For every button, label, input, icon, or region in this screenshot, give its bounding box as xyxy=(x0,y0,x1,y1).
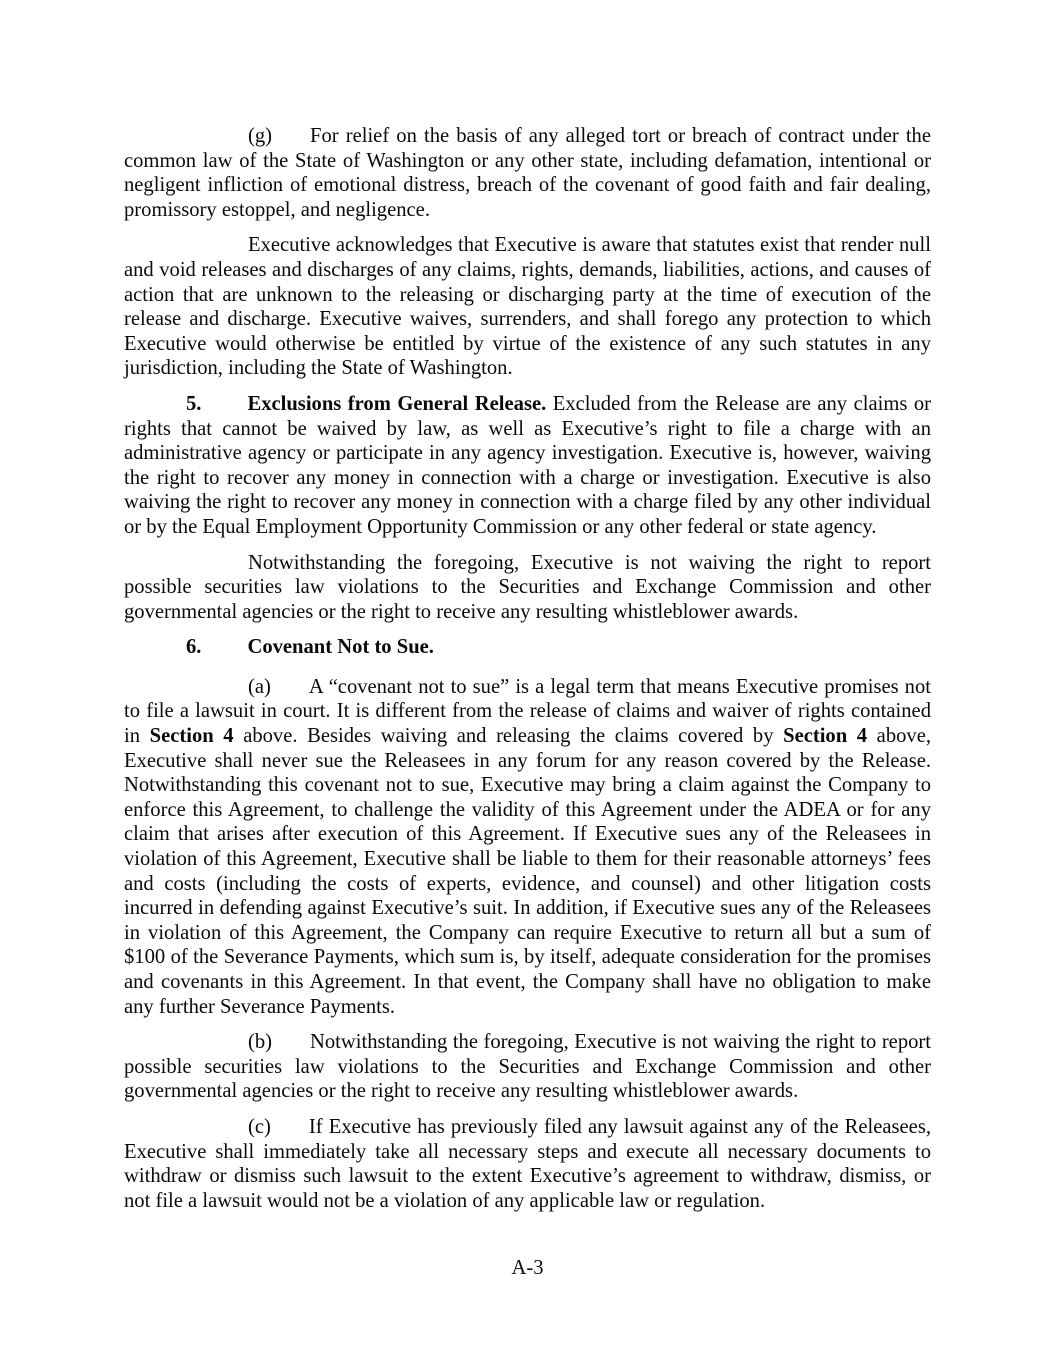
page-number: A-3 xyxy=(511,1257,544,1279)
text-segment: (a) xyxy=(248,675,271,698)
text-segment: (g) xyxy=(248,125,273,147)
text-segment: above, Executive shall never sue the Releasees in any forum for any reason covered by the Release. Notwithstanding this covenant not to sue, Executive may bring a claim against the Company to enforce this Agreement, to challenge the validity of this Agreement under the ADEA or for any claim that arises after execution of this Agreement. If Executive sues any of the Releasees in violation of this Agreement, Executive shall be liable to them for their reasonable attorneys’ fees and costs (including the costs of experts, evidence, and counsel) and other litigation costs incurred in defending against Executive’s suit. In addition, if Executive sues any of the Releasees in violation of this Agreement, the Company can require Executive to return all but a sum of $100 of the Severance Payments, which sum is, by itself, adequate consideration for the promises and covenants in this Agreement. In that event, the Company shall have no obligation to make any further Severance Payments. xyxy=(124,725,932,1018)
text-segment: Notwithstanding the foregoing, Executive is not waiving the right to report possible securities law violations to the Securities and Exchange Commission and other governmental agencies or the right to receive any resulting whistleblower awards. xyxy=(124,551,931,623)
bold-text-segment: Covenant Not to Sue. xyxy=(247,636,434,659)
text-segment: (c) xyxy=(248,1115,271,1138)
bold-text-segment: Section 4 xyxy=(149,725,234,748)
text-segment: Notwithstanding the foregoing, Executive is not waiving the right to report possible securities law violations to the Securities and Exchange Commission and other governmental agencies or the right to receive any resulting whistleblower awards. xyxy=(124,1031,931,1103)
text-segment: Executive acknowledges that Executive is aware that statutes exist that render null and void releases and discharges of any claims, rights, demands, liabilities, actions, and causes of action that are unknown to the releasing or discharging party at the time of execution of the release and discharge. Executive waives, surrenders, and shall forego any protection to which Executive would otherwise be entitled by virtue of the existence of any such statutes in any jurisdiction, including the State of Washington. xyxy=(124,234,931,380)
paragraph-whistleblower-first xyxy=(124,551,931,625)
section-5-exclusions xyxy=(124,392,931,540)
bold-text-segment: 6. xyxy=(186,636,202,659)
section-6-heading xyxy=(124,635,931,660)
document-body xyxy=(124,124,931,1224)
bold-text-segment: Section 4 xyxy=(783,725,868,748)
text-segment: A “covenant not to sue” is a legal term that means Executive promises not to file a lawsuit in court. It is different from the release of claims and waiver of rights contained in xyxy=(124,675,931,748)
text-segment: Excluded from the Release are any claims or rights that cannot be waived by law, as well as Executive’s right to file a charge with an administrative agency or participate in any agency investigation. Executive is, however, waiving the right to recover any money in connection with a charge or investigation. Executive is also waiving the right to recover any money in connection with a charge filed by any other individual or by the Equal Employment Opportunity Commission or any other federal or state agency. xyxy=(124,392,932,538)
text-segment: If Executive has previously filed any lawsuit against any of the Releasees, Executive shall immediately take all necessary steps and execute all necessary documents to withdraw or dismiss such lawsuit to the extent Executive’s agreement to withdraw, dismiss, or not file a lawsuit would not be a violation of any applicable law or regulation. xyxy=(124,1115,931,1212)
paragraph-statutes-acknowledgment xyxy=(124,233,931,381)
text-segment: above. Besides waiving and releasing the claims covered by xyxy=(233,725,784,748)
paragraph-6c xyxy=(124,1115,931,1213)
text-segment: For relief on the basis of any alleged tort or breach of contract under the common law of the State of Washington or any other state, including defamation, intentional or negligent infliction of emotional distress, breach of the covenant of good faith and fair dealing, promissory estoppel, and negligence. xyxy=(124,125,931,221)
paragraph-g xyxy=(124,124,931,222)
text-segment: (b) xyxy=(248,1031,273,1054)
paragraph-6b xyxy=(124,1030,931,1104)
bold-text-segment: Exclusions from General Release. xyxy=(247,392,547,415)
paragraph-6a xyxy=(124,675,931,1019)
bold-text-segment: 5. xyxy=(186,392,202,415)
